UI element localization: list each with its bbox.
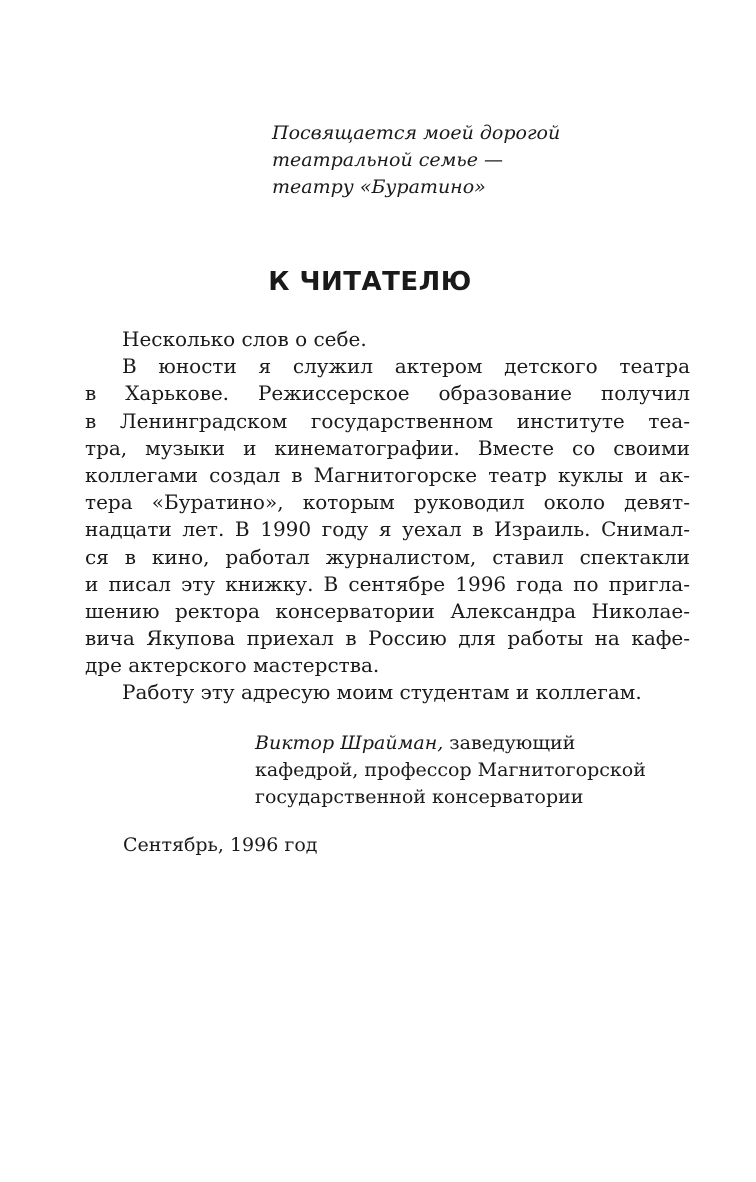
author-position: заведующий xyxy=(443,732,576,754)
text-line: В юности я служил актером детского театра xyxy=(122,354,690,379)
text-line: надцати лет. В 1990 году я уехал в Израиль. Снимал- xyxy=(85,517,690,542)
text-line: вича Якупова приехал в Россию для работы на кафе- xyxy=(85,626,690,651)
date-line: Сентябрь, 1996 год xyxy=(123,834,318,856)
author-name: Виктор Шрайман, xyxy=(255,732,444,754)
text-line: Работу эту адресую моим студентам и коллегам. xyxy=(122,680,642,705)
text-line: Несколько слов о себе. xyxy=(122,327,367,351)
dedication xyxy=(272,120,712,201)
text-line: тера «Буратино», которым руководил около девят- xyxy=(85,490,690,515)
text-line: дре актерского мастерства. xyxy=(85,653,380,678)
dedication-line: театральной семье — xyxy=(272,149,504,171)
text-line: коллегами создал в Магнитогорске театр куклы и ак- xyxy=(85,462,690,487)
signature-line xyxy=(255,730,695,757)
dedication-line: Посвящается моей дорогой xyxy=(272,122,561,144)
dedication-line: театру «Буратино» xyxy=(272,176,486,198)
signature-line: кафедрой, профессор Магнитогорской xyxy=(255,759,646,781)
text-line: в Харькове. Режиссерское образование получил xyxy=(85,381,690,406)
text-line: и писал эту книжку. В сентябре 1996 года по пригла- xyxy=(85,571,690,596)
page-title: К ЧИТАТЕЛЮ xyxy=(268,267,472,297)
text-line: шению ректора консерватории Александра Николае- xyxy=(85,598,690,623)
author-signature xyxy=(255,730,695,811)
text-line: в Ленинградском государственном институте теа- xyxy=(85,408,690,433)
signature-line: государственной консерватории xyxy=(255,786,584,808)
foreword-text xyxy=(85,326,690,707)
text-line: тра, музыки и кинематографии. Вместе со своими xyxy=(85,435,690,460)
text-line: ся в кино, работал журналистом, ставил спектакли xyxy=(85,544,690,569)
